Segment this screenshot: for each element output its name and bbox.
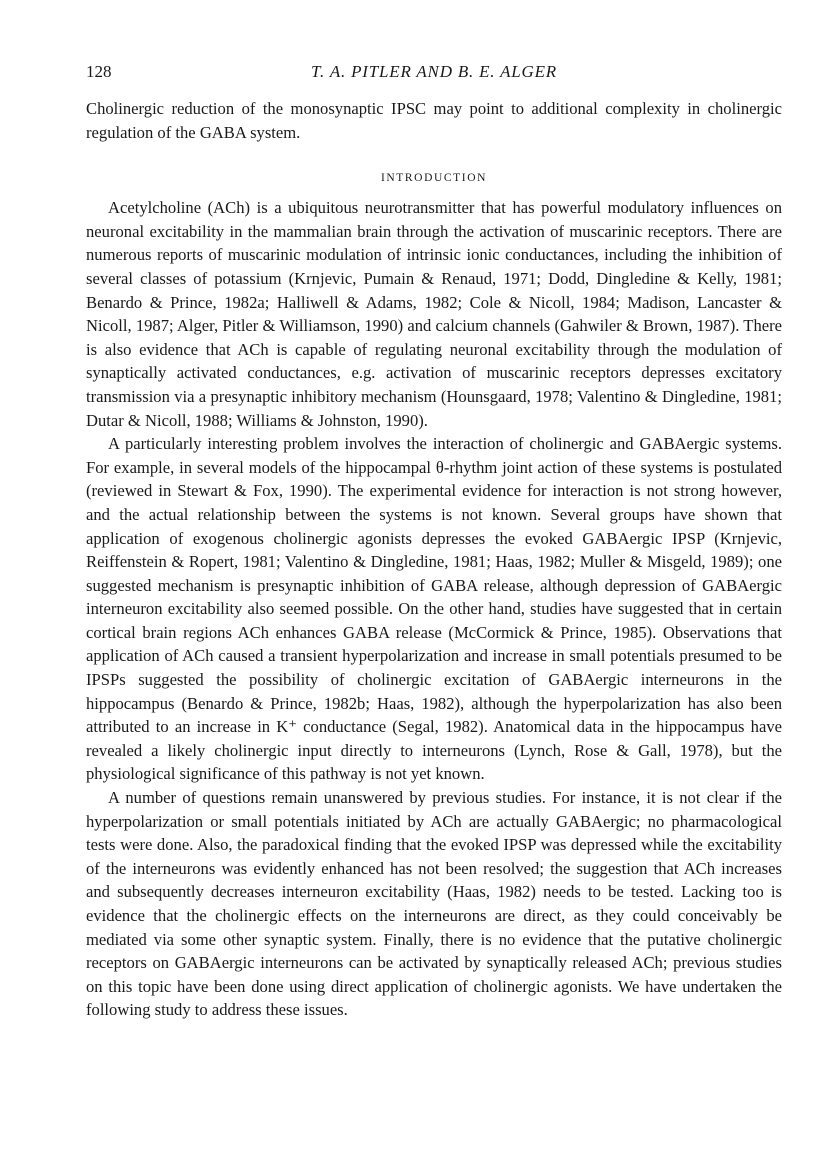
continued-paragraph: Cholinergic reduction of the monosynaptic IPSC may point to additional complexity in cholinergic regulation of the GABA system.	[86, 99, 782, 142]
running-head	[86, 62, 782, 88]
intro-paragraph-1: Acetylcholine (ACh) is a ubiquitous neurotransmitter that has powerful modulatory influences on neuronal excitability in the mammalian brain through the activation of muscarinic receptors. There are numerous reports of muscarinic modulation of intrinsic ionic conductances, including the inhibition of several classes of potassium (Krnjevic, Pumain & Renaud, 1971; Dodd, Dingledine & Kelly, 1981; Benardo & Prince, 1982a; Halliwell & Adams, 1982; Cole & Nicoll, 1984; Madison, Lancaster & Nicoll, 1987; Alger, Pitler & Williamson, 1990) and calcium channels (Gahwiler & Brown, 1987). There is also evidence that ACh is capable of regulating neuronal excitability through the modulation of synaptically activated conductances, e.g. activation of muscarinic receptors depresses excitatory transmission via a presynaptic inhibitory mechanism (Hounsgaard, 1978; Valentino & Dingledine, 1981; Dutar & Nicoll, 1988; Williams & Johnston, 1990).	[86, 198, 782, 430]
intro-paragraph-3: A number of questions remain unanswered by previous studies. For instance, it is not clear if the hyperpolarization or small potentials initiated by ACh are actually GABAergic; no pharmacological tests were done. Also, the paradoxical finding that the evoked IPSP was depressed while the excitability of the interneurons was evidently enhanced has not been resolved; the suggestion that ACh increases and subsequently decreases interneuron excitability (Haas, 1982) needs to be tested. Lacking too is evidence that the cholinergic effects on the interneurons are direct, as they could conceivably be mediated via some other synaptic system. Finally, there is no evidence that the putative cholinergic receptors on GABAergic interneurons can be activated by synaptically released ACh; previous studies on this topic have been done using direct application of cholinergic agonists. We have undertaken the following study to address these issues.	[86, 788, 782, 1020]
journal-page	[86, 62, 782, 1022]
page-number: 128	[86, 62, 112, 81]
running-head-authors: T. A. PITLER AND B. E. ALGER	[311, 62, 557, 81]
section-heading-introduction: INTRODUCTION	[380, 172, 488, 185]
intro-paragraph-2: A particularly interesting problem involves the interaction of cholinergic and GABAergic systems. For example, in several models of the hippocampal θ-rhythm joint action of these systems is postulated (reviewed in Stewart & Fox, 1990). The experimental evidence for interaction is not strong however, and the actual relationship between the systems is not known. Several groups have shown that application of exogenous cholinergic agonists depresses the evoked GABAergic IPSP (Krnjevic, Reiffenstein & Ropert, 1981; Valentino & Dingledine, 1981; Haas, 1982; Muller & Misgeld, 1989); one suggested mechanism is presynaptic inhibition of GABA release, although depression of GABAergic interneuron excitability also seemed possible. On the other hand, studies have suggested that in certain cortical brain regions ACh enhances GABA release (McCormick & Prince, 1985). Observations that application of ACh caused a transient hyperpolarization and increase in small potentials presumed to be IPSPs suggested the possibility of cholinergic excitation of GABAergic interneurons in the hippocampus (Benardo & Prince, 1982b; Haas, 1982), although the hyperpolarization has also been attributed to an increase in K⁺ conductance (Segal, 1982). Anatomical data in the hippocampus have revealed a likely cholinergic input directly to interneurons (Lynch, Rose & Gall, 1978), but the physiological significance of this pathway is not yet known.	[86, 434, 782, 784]
